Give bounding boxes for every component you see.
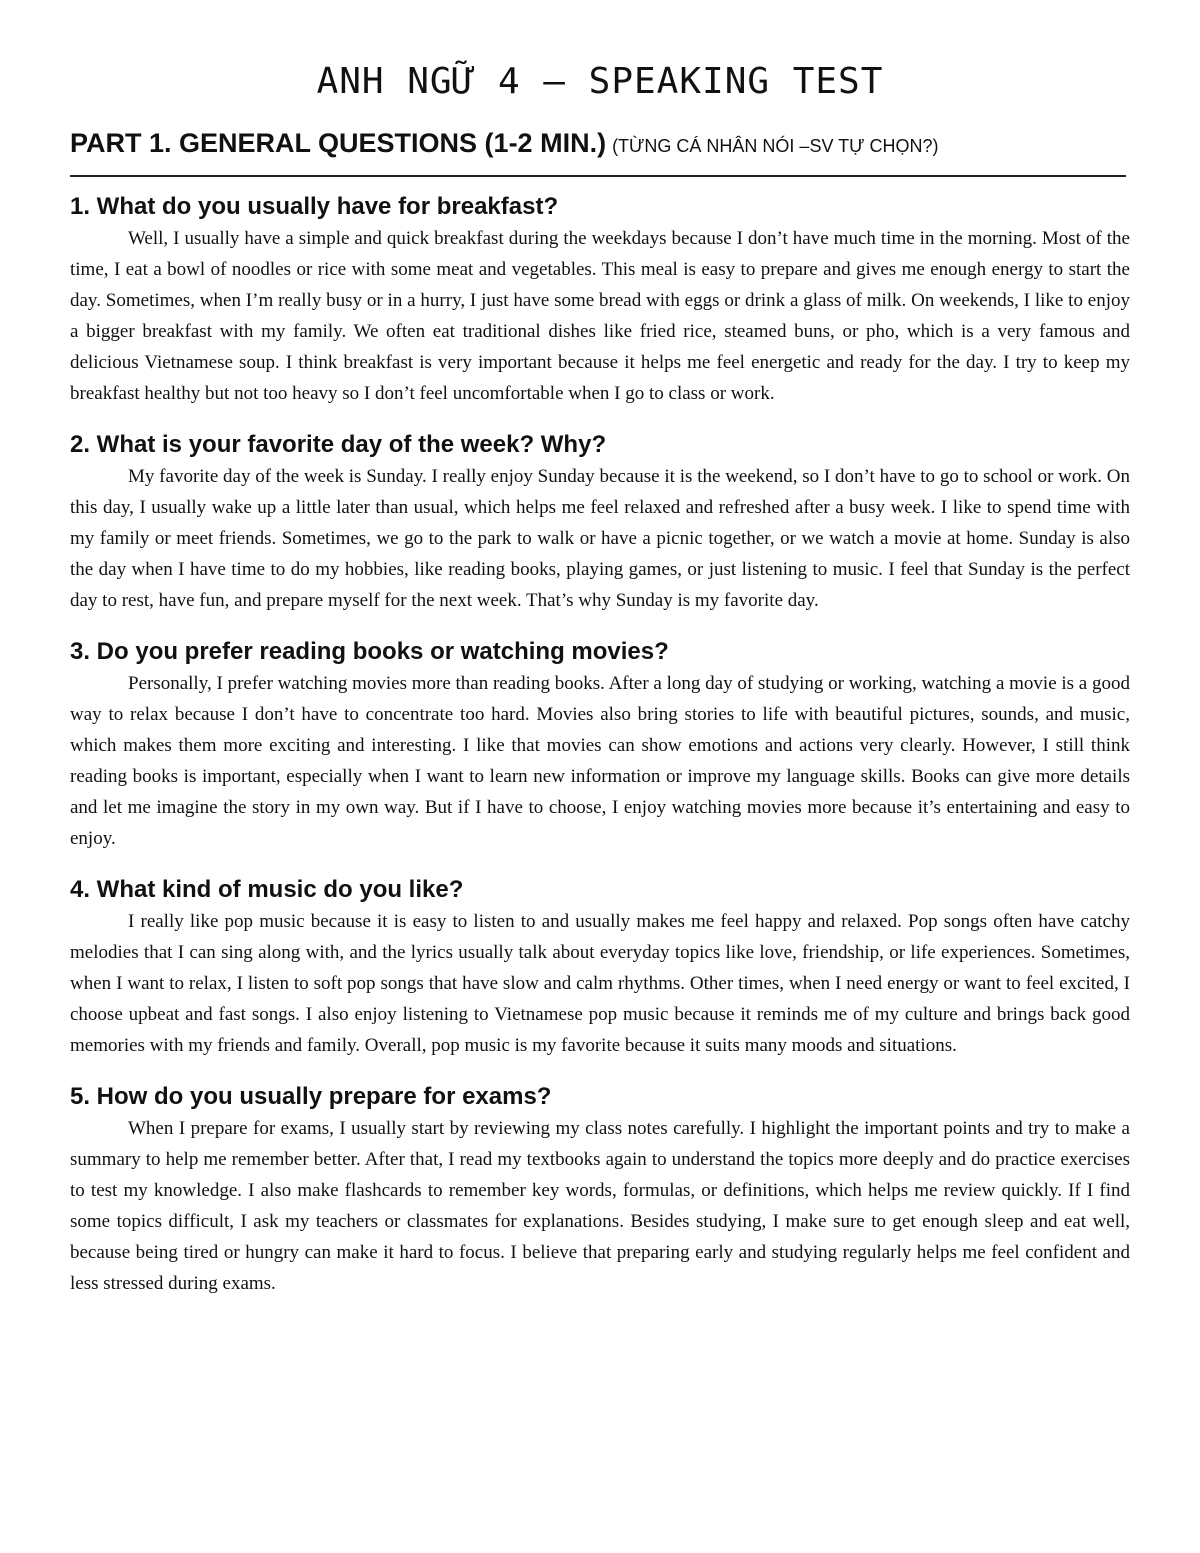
question-title: 3. Do you prefer reading books or watching movies? xyxy=(70,638,669,665)
answer-paragraph: My favorite day of the week is Sunday. I really enjoy Sunday because it is the weekend, so I don’t have to go to school or work. On this day, I usually wake up a little later than usual, which helps me feel relaxed and refreshed after a busy week. I like to spend time with my family or meet friends. Sometimes, we go to the park to walk or have a picnic together, or we watch a movie at home. Sunday is also the day when I have time to do my hobbies, like reading books, playing games, or just listening to music. I feel that Sunday is the perfect day to rest, have fun, and prepare myself for the next week. That’s why Sunday is my favorite day. xyxy=(70,466,1130,611)
question-title: 1. What do you usually have for breakfast? xyxy=(70,193,559,220)
question-title: 4. What kind of music do you like? xyxy=(70,876,464,903)
question-block xyxy=(70,191,1130,409)
part-title: PART 1. GENERAL QUESTIONS (1-2 MIN.) xyxy=(70,128,607,158)
document-title: ANH NGỮ 4 – SPEAKING TEST xyxy=(316,61,884,102)
question-title: 5. How do you usually prepare for exams? xyxy=(70,1083,552,1110)
question-block xyxy=(70,1081,1130,1299)
question-title: 2. What is your favorite day of the week? Why? xyxy=(70,431,607,458)
question-block xyxy=(70,874,1130,1061)
question-block xyxy=(70,636,1130,854)
part-note: (TỪNG CÁ NHÂN NÓI –SV TỰ CHỌN?) xyxy=(612,136,939,156)
answer-paragraph: I really like pop music because it is easy to listen to and usually makes me feel happy and relaxed. Pop songs often have catchy melodies that I can sing along with, and the lyrics usually talk about everyday topics like love, friendship, or life experiences. Sometimes, when I want to relax, I listen to soft pop songs that have slow and calm rhythms. Other times, when I need energy or want to feel excited, I choose upbeat and fast songs. I also enjoy listening to Vietnamese pop music because it reminds me of my culture and brings back good memories with my friends and family. Overall, pop music is my favorite because it suits many moods and situations. xyxy=(70,911,1130,1056)
heading-divider xyxy=(70,175,1126,177)
part-heading xyxy=(70,126,1130,165)
question-block xyxy=(70,429,1130,616)
answer-paragraph: Personally, I prefer watching movies more than reading books. After a long day of studying or working, watching a movie is a good way to relax because I don’t have to concentrate too hard. Movies also bring stories to life with beautiful pictures, sounds, and music, which makes them more exciting and interesting. I like that movies can show emotions and actions very clearly. However, I still think reading books is important, especially when I want to learn new information or improve my language skills. Books can give more details and let me imagine the story in my own way. But if I have to choose, I enjoy watching movies more because it’s entertaining and easy to enjoy. xyxy=(70,673,1130,849)
answer-paragraph: Well, I usually have a simple and quick breakfast during the weekdays because I don’t have much time in the morning. Most of the time, I eat a bowl of noodles or rice with some meat and vegetables. This meal is easy to prepare and gives me enough energy to start the day. Sometimes, when I’m really busy or in a hurry, I just have some bread with eggs or drink a glass of milk. On weekends, I like to enjoy a bigger breakfast with my family. We often eat traditional dishes like fried rice, steamed buns, or pho, which is a very famous and delicious Vietnamese soup. I think breakfast is very important because it helps me feel energetic and ready for the day. I try to keep my breakfast healthy but not too heavy so I don’t feel uncomfortable when I go to class or work. xyxy=(70,228,1130,404)
document-page xyxy=(70,58,1130,1299)
answer-paragraph: When I prepare for exams, I usually start by reviewing my class notes carefully. I highlight the important points and try to make a summary to help me remember better. After that, I read my textbooks again to understand the topics more deeply and do practice exercises to test my knowledge. I also make flashcards to remember key words, formulas, or definitions, which helps me review quickly. If I find some topics difficult, I ask my teachers or classmates for explanations. Besides studying, I make sure to get enough sleep and eat well, because being tired or hungry can make it hard to focus. I believe that preparing early and studying regularly helps me feel confident and less stressed during exams. xyxy=(70,1118,1130,1294)
